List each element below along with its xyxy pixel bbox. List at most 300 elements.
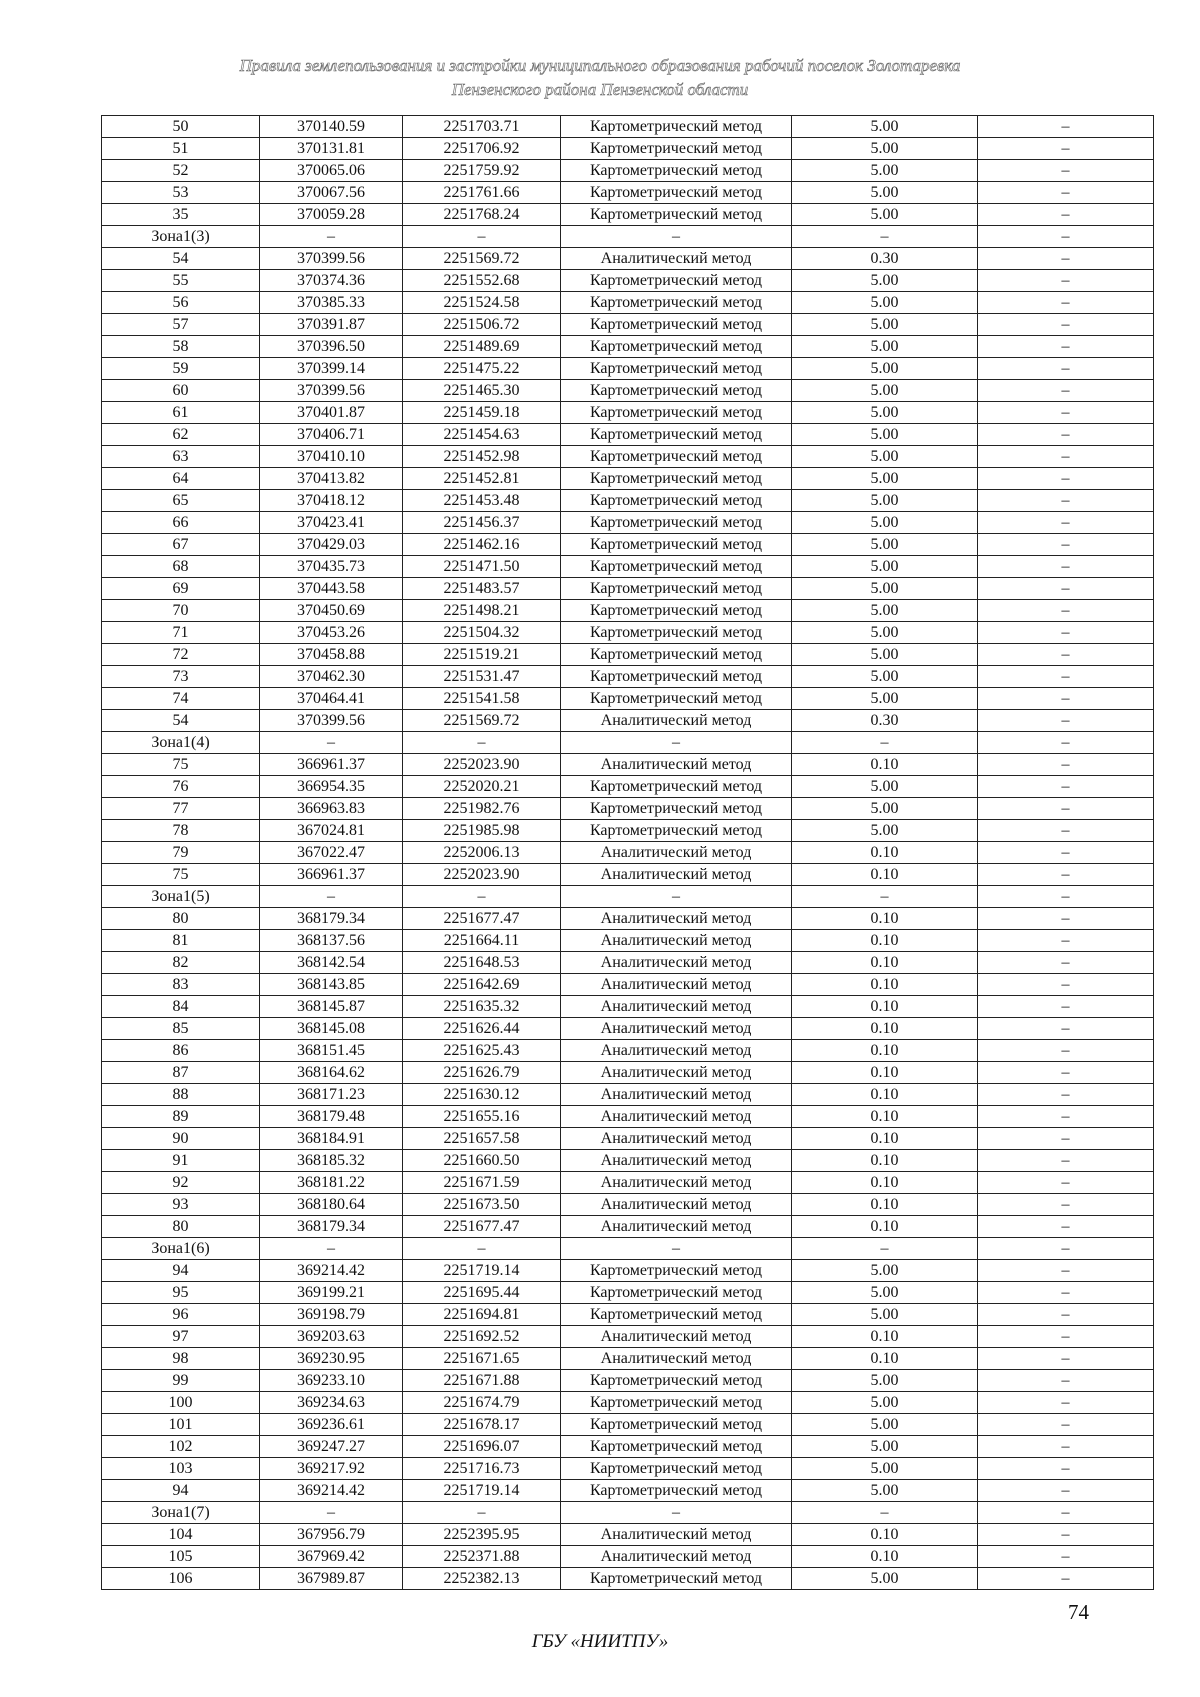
- y-coordinate-cell: 2251678.17: [403, 1414, 561, 1436]
- method-cell: Картометрический метод: [561, 270, 792, 292]
- method-cell: Аналитический метод: [561, 1150, 792, 1172]
- table-row: [102, 1502, 1154, 1524]
- point-number-cell: 94: [102, 1480, 260, 1502]
- description-cell: –: [978, 1238, 1154, 1260]
- method-cell: Картометрический метод: [561, 1392, 792, 1414]
- method-cell: Аналитический метод: [561, 842, 792, 864]
- description-cell: –: [978, 1150, 1154, 1172]
- x-coordinate-cell: 367024.81: [260, 820, 403, 842]
- method-cell: Картометрический метод: [561, 204, 792, 226]
- accuracy-cell: 0.10: [792, 1018, 978, 1040]
- x-coordinate-cell: 368164.62: [260, 1062, 403, 1084]
- table-row: [102, 1326, 1154, 1348]
- y-coordinate-cell: 2251626.79: [403, 1062, 561, 1084]
- method-cell: Картометрический метод: [561, 1480, 792, 1502]
- y-coordinate-cell: 2251982.76: [403, 798, 561, 820]
- y-coordinate-cell: 2251452.98: [403, 446, 561, 468]
- accuracy-cell: 5.00: [792, 798, 978, 820]
- method-cell: Аналитический метод: [561, 908, 792, 930]
- y-coordinate-cell: 2251459.18: [403, 402, 561, 424]
- y-coordinate-cell: 2252382.13: [403, 1568, 561, 1590]
- y-coordinate-cell: 2251671.88: [403, 1370, 561, 1392]
- table-row: [102, 622, 1154, 644]
- y-coordinate-cell: 2251452.81: [403, 468, 561, 490]
- description-cell: –: [978, 292, 1154, 314]
- method-cell: Картометрический метод: [561, 292, 792, 314]
- y-coordinate-cell: 2251648.53: [403, 952, 561, 974]
- description-cell: –: [978, 1128, 1154, 1150]
- method-cell: Картометрический метод: [561, 1436, 792, 1458]
- point-number-cell: Зона1(6): [102, 1238, 260, 1260]
- point-number-cell: 60: [102, 380, 260, 402]
- accuracy-cell: 0.10: [792, 1348, 978, 1370]
- description-cell: –: [978, 1326, 1154, 1348]
- table-row: [102, 1546, 1154, 1568]
- table-row: [102, 600, 1154, 622]
- accuracy-cell: 5.00: [792, 358, 978, 380]
- description-cell: –: [978, 446, 1154, 468]
- description-cell: –: [978, 688, 1154, 710]
- y-coordinate-cell: 2251703.71: [403, 116, 561, 138]
- point-number-cell: 62: [102, 424, 260, 446]
- accuracy-cell: 5.00: [792, 292, 978, 314]
- method-cell: Картометрический метод: [561, 688, 792, 710]
- table-row: [102, 1062, 1154, 1084]
- y-coordinate-cell: 2251462.16: [403, 534, 561, 556]
- y-coordinate-cell: 2251674.79: [403, 1392, 561, 1414]
- point-number-cell: 55: [102, 270, 260, 292]
- point-number-cell: 76: [102, 776, 260, 798]
- accuracy-cell: 5.00: [792, 1568, 978, 1590]
- method-cell: Аналитический метод: [561, 1040, 792, 1062]
- coordinates-table: [101, 115, 1154, 1590]
- method-cell: Картометрический метод: [561, 622, 792, 644]
- point-number-cell: 89: [102, 1106, 260, 1128]
- method-cell: Картометрический метод: [561, 138, 792, 160]
- method-cell: Картометрический метод: [561, 160, 792, 182]
- table-row: [102, 336, 1154, 358]
- table-row: [102, 710, 1154, 732]
- table-row: [102, 1414, 1154, 1436]
- x-coordinate-cell: 368145.08: [260, 1018, 403, 1040]
- method-cell: Картометрический метод: [561, 1414, 792, 1436]
- y-coordinate-cell: 2251655.16: [403, 1106, 561, 1128]
- point-number-cell: 64: [102, 468, 260, 490]
- accuracy-cell: 5.00: [792, 1414, 978, 1436]
- point-number-cell: Зона1(3): [102, 226, 260, 248]
- y-coordinate-cell: 2251706.92: [403, 138, 561, 160]
- point-number-cell: 75: [102, 754, 260, 776]
- point-number-cell: 75: [102, 864, 260, 886]
- x-coordinate-cell: 370374.36: [260, 270, 403, 292]
- method-cell: Аналитический метод: [561, 996, 792, 1018]
- x-coordinate-cell: 369234.63: [260, 1392, 403, 1414]
- method-cell: Картометрический метод: [561, 314, 792, 336]
- description-cell: –: [978, 1502, 1154, 1524]
- accuracy-cell: 5.00: [792, 512, 978, 534]
- point-number-cell: 106: [102, 1568, 260, 1590]
- method-cell: Картометрический метод: [561, 424, 792, 446]
- point-number-cell: 80: [102, 908, 260, 930]
- point-number-cell: 56: [102, 292, 260, 314]
- method-cell: –: [561, 1502, 792, 1524]
- table-row: [102, 270, 1154, 292]
- x-coordinate-cell: 366963.83: [260, 798, 403, 820]
- accuracy-cell: 0.10: [792, 1106, 978, 1128]
- x-coordinate-cell: 370462.30: [260, 666, 403, 688]
- y-coordinate-cell: 2251695.44: [403, 1282, 561, 1304]
- description-cell: –: [978, 182, 1154, 204]
- y-coordinate-cell: 2251531.47: [403, 666, 561, 688]
- y-coordinate-cell: 2251677.47: [403, 908, 561, 930]
- accuracy-cell: 0.30: [792, 248, 978, 270]
- accuracy-cell: 5.00: [792, 666, 978, 688]
- point-number-cell: 53: [102, 182, 260, 204]
- point-number-cell: 100: [102, 1392, 260, 1414]
- method-cell: Картометрический метод: [561, 534, 792, 556]
- method-cell: Аналитический метод: [561, 952, 792, 974]
- point-number-cell: 84: [102, 996, 260, 1018]
- description-cell: –: [978, 1304, 1154, 1326]
- table-row: [102, 1260, 1154, 1282]
- x-coordinate-cell: 368145.87: [260, 996, 403, 1018]
- table-row: [102, 182, 1154, 204]
- method-cell: –: [561, 226, 792, 248]
- accuracy-cell: 0.10: [792, 1524, 978, 1546]
- point-number-cell: 93: [102, 1194, 260, 1216]
- table-row: [102, 468, 1154, 490]
- table-row: [102, 1348, 1154, 1370]
- y-coordinate-cell: 2251506.72: [403, 314, 561, 336]
- method-cell: Аналитический метод: [561, 248, 792, 270]
- table-row: [102, 512, 1154, 534]
- table-row: [102, 1172, 1154, 1194]
- description-cell: –: [978, 138, 1154, 160]
- description-cell: –: [978, 204, 1154, 226]
- accuracy-cell: 0.10: [792, 1062, 978, 1084]
- point-number-cell: 72: [102, 644, 260, 666]
- point-number-cell: 90: [102, 1128, 260, 1150]
- y-coordinate-cell: 2251694.81: [403, 1304, 561, 1326]
- accuracy-cell: 5.00: [792, 1480, 978, 1502]
- accuracy-cell: 0.10: [792, 1128, 978, 1150]
- x-coordinate-cell: 370391.87: [260, 314, 403, 336]
- method-cell: –: [561, 1238, 792, 1260]
- description-cell: –: [978, 1458, 1154, 1480]
- point-number-cell: 68: [102, 556, 260, 578]
- method-cell: Картометрический метод: [561, 446, 792, 468]
- y-coordinate-cell: 2251483.57: [403, 578, 561, 600]
- method-cell: Картометрический метод: [561, 1458, 792, 1480]
- table-row: [102, 864, 1154, 886]
- method-cell: Картометрический метод: [561, 1370, 792, 1392]
- table-row: [102, 1458, 1154, 1480]
- y-coordinate-cell: –: [403, 886, 561, 908]
- x-coordinate-cell: 370458.88: [260, 644, 403, 666]
- description-cell: –: [978, 1260, 1154, 1282]
- x-coordinate-cell: 370418.12: [260, 490, 403, 512]
- table-row: [102, 732, 1154, 754]
- method-cell: Картометрический метод: [561, 820, 792, 842]
- table-row: [102, 226, 1154, 248]
- x-coordinate-cell: 370385.33: [260, 292, 403, 314]
- description-cell: –: [978, 1414, 1154, 1436]
- y-coordinate-cell: 2251465.30: [403, 380, 561, 402]
- table-row: [102, 556, 1154, 578]
- accuracy-cell: 5.00: [792, 688, 978, 710]
- y-coordinate-cell: 2251569.72: [403, 248, 561, 270]
- table-row: [102, 424, 1154, 446]
- y-coordinate-cell: 2251719.14: [403, 1480, 561, 1502]
- x-coordinate-cell: 368181.22: [260, 1172, 403, 1194]
- x-coordinate-cell: 368185.32: [260, 1150, 403, 1172]
- accuracy-cell: 5.00: [792, 160, 978, 182]
- table-row: [102, 116, 1154, 138]
- table-row: [102, 820, 1154, 842]
- accuracy-cell: 5.00: [792, 468, 978, 490]
- point-number-cell: 98: [102, 1348, 260, 1370]
- accuracy-cell: 5.00: [792, 424, 978, 446]
- x-coordinate-cell: 370443.58: [260, 578, 403, 600]
- x-coordinate-cell: 370396.50: [260, 336, 403, 358]
- page-footer: ГБУ «НИИТПУ»: [531, 1631, 669, 1652]
- description-cell: –: [978, 490, 1154, 512]
- method-cell: Аналитический метод: [561, 1128, 792, 1150]
- x-coordinate-cell: –: [260, 732, 403, 754]
- method-cell: Картометрический метод: [561, 1282, 792, 1304]
- y-coordinate-cell: 2251456.37: [403, 512, 561, 534]
- x-coordinate-cell: 368137.56: [260, 930, 403, 952]
- table-row: [102, 1436, 1154, 1458]
- point-number-cell: 58: [102, 336, 260, 358]
- x-coordinate-cell: 367956.79: [260, 1524, 403, 1546]
- x-coordinate-cell: 368143.85: [260, 974, 403, 996]
- point-number-cell: 77: [102, 798, 260, 820]
- accuracy-cell: 5.00: [792, 644, 978, 666]
- x-coordinate-cell: 370453.26: [260, 622, 403, 644]
- method-cell: Картометрический метод: [561, 116, 792, 138]
- description-cell: –: [978, 1194, 1154, 1216]
- x-coordinate-cell: 369230.95: [260, 1348, 403, 1370]
- accuracy-cell: –: [792, 1502, 978, 1524]
- x-coordinate-cell: 370435.73: [260, 556, 403, 578]
- point-number-cell: 86: [102, 1040, 260, 1062]
- description-cell: –: [978, 1370, 1154, 1392]
- x-coordinate-cell: 369214.42: [260, 1260, 403, 1282]
- method-cell: Аналитический метод: [561, 1062, 792, 1084]
- x-coordinate-cell: 366954.35: [260, 776, 403, 798]
- y-coordinate-cell: 2251630.12: [403, 1084, 561, 1106]
- x-coordinate-cell: 368180.64: [260, 1194, 403, 1216]
- point-number-cell: 94: [102, 1260, 260, 1282]
- table-row: [102, 644, 1154, 666]
- description-cell: –: [978, 402, 1154, 424]
- x-coordinate-cell: 369217.92: [260, 1458, 403, 1480]
- table-row: [102, 138, 1154, 160]
- accuracy-cell: 5.00: [792, 1370, 978, 1392]
- accuracy-cell: 0.10: [792, 1546, 978, 1568]
- description-cell: –: [978, 1546, 1154, 1568]
- description-cell: –: [978, 116, 1154, 138]
- y-coordinate-cell: –: [403, 1502, 561, 1524]
- x-coordinate-cell: 370406.71: [260, 424, 403, 446]
- table-row: [102, 1150, 1154, 1172]
- accuracy-cell: 5.00: [792, 1304, 978, 1326]
- point-number-cell: 95: [102, 1282, 260, 1304]
- x-coordinate-cell: 368179.34: [260, 908, 403, 930]
- table-row: [102, 358, 1154, 380]
- table-row: [102, 908, 1154, 930]
- x-coordinate-cell: –: [260, 1238, 403, 1260]
- method-cell: Картометрический метод: [561, 380, 792, 402]
- method-cell: Картометрический метод: [561, 600, 792, 622]
- description-cell: –: [978, 886, 1154, 908]
- accuracy-cell: 5.00: [792, 402, 978, 424]
- x-coordinate-cell: 366961.37: [260, 754, 403, 776]
- method-cell: Картометрический метод: [561, 1304, 792, 1326]
- x-coordinate-cell: 370399.56: [260, 710, 403, 732]
- table-row: [102, 1018, 1154, 1040]
- table-row: [102, 842, 1154, 864]
- point-number-cell: 61: [102, 402, 260, 424]
- y-coordinate-cell: 2252023.90: [403, 754, 561, 776]
- accuracy-cell: 0.10: [792, 1216, 978, 1238]
- table-row: [102, 402, 1154, 424]
- y-coordinate-cell: 2252006.13: [403, 842, 561, 864]
- accuracy-cell: 5.00: [792, 1436, 978, 1458]
- x-coordinate-cell: 369203.63: [260, 1326, 403, 1348]
- method-cell: Картометрический метод: [561, 1260, 792, 1282]
- table-row: [102, 292, 1154, 314]
- method-cell: Картометрический метод: [561, 578, 792, 600]
- table-row: [102, 578, 1154, 600]
- table-row: [102, 666, 1154, 688]
- description-cell: –: [978, 380, 1154, 402]
- table-row: [102, 688, 1154, 710]
- coordinates-table-body: [102, 116, 1154, 1590]
- y-coordinate-cell: 2251453.48: [403, 490, 561, 512]
- table-row: [102, 886, 1154, 908]
- y-coordinate-cell: 2251642.69: [403, 974, 561, 996]
- description-cell: –: [978, 534, 1154, 556]
- method-cell: Картометрический метод: [561, 666, 792, 688]
- x-coordinate-cell: –: [260, 886, 403, 908]
- table-row: [102, 1524, 1154, 1546]
- page-number: 74: [1068, 1600, 1089, 1624]
- y-coordinate-cell: 2251625.43: [403, 1040, 561, 1062]
- accuracy-cell: –: [792, 732, 978, 754]
- method-cell: Картометрический метод: [561, 798, 792, 820]
- point-number-cell: 74: [102, 688, 260, 710]
- description-cell: –: [978, 336, 1154, 358]
- x-coordinate-cell: 370399.56: [260, 248, 403, 270]
- table-row: [102, 1304, 1154, 1326]
- x-coordinate-cell: 369247.27: [260, 1436, 403, 1458]
- description-cell: –: [978, 160, 1154, 182]
- table-row: [102, 380, 1154, 402]
- x-coordinate-cell: –: [260, 1502, 403, 1524]
- accuracy-cell: 5.00: [792, 534, 978, 556]
- y-coordinate-cell: 2251716.73: [403, 1458, 561, 1480]
- description-cell: –: [978, 1348, 1154, 1370]
- y-coordinate-cell: 2251660.50: [403, 1150, 561, 1172]
- y-coordinate-cell: 2251761.66: [403, 182, 561, 204]
- point-number-cell: 104: [102, 1524, 260, 1546]
- table-row: [102, 952, 1154, 974]
- point-number-cell: 71: [102, 622, 260, 644]
- description-cell: –: [978, 556, 1154, 578]
- table-row: [102, 1480, 1154, 1502]
- method-cell: Картометрический метод: [561, 468, 792, 490]
- point-number-cell: 57: [102, 314, 260, 336]
- method-cell: Аналитический метод: [561, 1216, 792, 1238]
- point-number-cell: 97: [102, 1326, 260, 1348]
- y-coordinate-cell: 2252371.88: [403, 1546, 561, 1568]
- x-coordinate-cell: 367989.87: [260, 1568, 403, 1590]
- point-number-cell: 92: [102, 1172, 260, 1194]
- method-cell: Аналитический метод: [561, 1084, 792, 1106]
- x-coordinate-cell: 368184.91: [260, 1128, 403, 1150]
- description-cell: –: [978, 358, 1154, 380]
- accuracy-cell: 5.00: [792, 1282, 978, 1304]
- description-cell: –: [978, 1018, 1154, 1040]
- table-row: [102, 446, 1154, 468]
- point-number-cell: 82: [102, 952, 260, 974]
- description-cell: –: [978, 578, 1154, 600]
- accuracy-cell: 0.10: [792, 1194, 978, 1216]
- point-number-cell: 54: [102, 248, 260, 270]
- accuracy-cell: 0.10: [792, 930, 978, 952]
- point-number-cell: Зона1(4): [102, 732, 260, 754]
- header-line-2: Пензенского района Пензенской области: [451, 80, 749, 99]
- accuracy-cell: 0.10: [792, 1172, 978, 1194]
- point-number-cell: 102: [102, 1436, 260, 1458]
- description-cell: –: [978, 248, 1154, 270]
- method-cell: Картометрический метод: [561, 1568, 792, 1590]
- x-coordinate-cell: 370413.82: [260, 468, 403, 490]
- y-coordinate-cell: 2251519.21: [403, 644, 561, 666]
- x-coordinate-cell: 370423.41: [260, 512, 403, 534]
- y-coordinate-cell: 2251626.44: [403, 1018, 561, 1040]
- accuracy-cell: 5.00: [792, 600, 978, 622]
- method-cell: Картометрический метод: [561, 556, 792, 578]
- point-number-cell: 78: [102, 820, 260, 842]
- table-row: [102, 1084, 1154, 1106]
- y-coordinate-cell: 2251552.68: [403, 270, 561, 292]
- description-cell: –: [978, 754, 1154, 776]
- point-number-cell: 65: [102, 490, 260, 512]
- accuracy-cell: 5.00: [792, 776, 978, 798]
- description-cell: –: [978, 1216, 1154, 1238]
- method-cell: Картометрический метод: [561, 490, 792, 512]
- accuracy-cell: 0.10: [792, 864, 978, 886]
- description-cell: –: [978, 1062, 1154, 1084]
- description-cell: –: [978, 1040, 1154, 1062]
- method-cell: Картометрический метод: [561, 358, 792, 380]
- accuracy-cell: 5.00: [792, 556, 978, 578]
- point-number-cell: 103: [102, 1458, 260, 1480]
- description-cell: –: [978, 226, 1154, 248]
- y-coordinate-cell: 2251454.63: [403, 424, 561, 446]
- x-coordinate-cell: 368171.23: [260, 1084, 403, 1106]
- description-cell: –: [978, 1172, 1154, 1194]
- point-number-cell: 73: [102, 666, 260, 688]
- accuracy-cell: –: [792, 226, 978, 248]
- method-cell: –: [561, 886, 792, 908]
- description-cell: –: [978, 732, 1154, 754]
- y-coordinate-cell: 2251498.21: [403, 600, 561, 622]
- point-number-cell: 51: [102, 138, 260, 160]
